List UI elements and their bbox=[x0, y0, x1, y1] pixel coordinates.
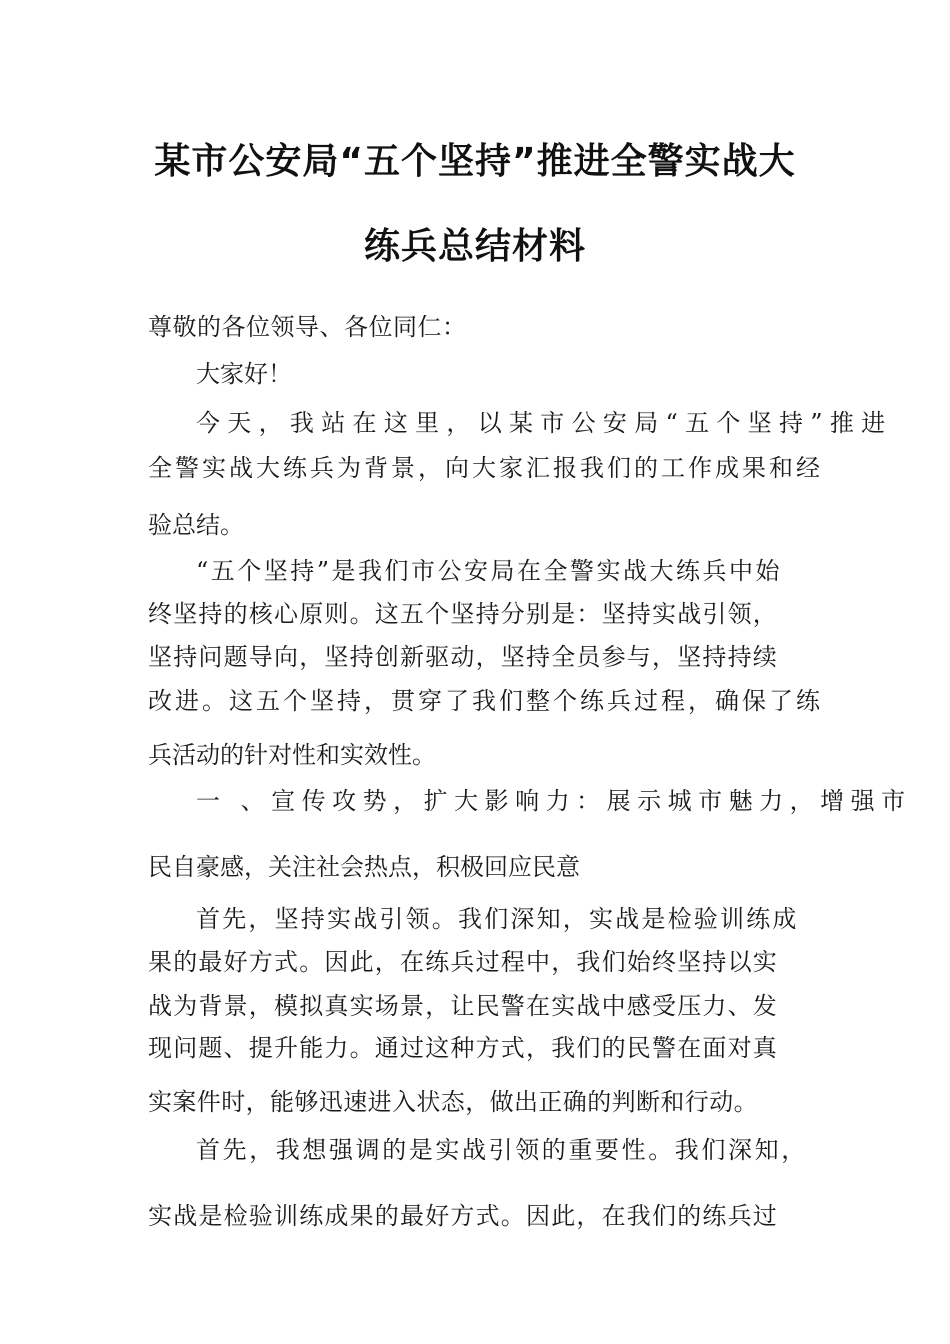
body-line: 全警实战大练兵为背景，向大家汇报我们的工作成果和经 bbox=[148, 454, 823, 482]
section-heading-line: 一 、宣传攻势，扩大影响力：展示城市魅力，增强市 bbox=[196, 787, 912, 815]
greeting: 大家好！ bbox=[196, 360, 292, 388]
body-line: 实战是检验训练成果的最好方式。因此，在我们的练兵过 bbox=[148, 1202, 778, 1230]
body-line: 今天，我站在这里，以某市公安局“五个坚持”推进 bbox=[196, 409, 893, 437]
body-line: 验总结。 bbox=[148, 511, 244, 539]
title-line-1: 某市公安局“五个坚持”推进全警实战大 bbox=[154, 141, 796, 182]
body-line: 实案件时，能够迅速进入状态，做出正确的判断和行动。 bbox=[148, 1088, 758, 1116]
title-line-2: 练兵总结材料 bbox=[363, 226, 586, 267]
body-line: 战为背景，模拟真实场景，让民警在实战中感受压力、发 bbox=[148, 992, 778, 1020]
body-line: 现问题、提升能力。通过这种方式，我们的民警在面对真 bbox=[148, 1034, 778, 1062]
body-line: 果的最好方式。因此，在练兵过程中，我们始终坚持以实 bbox=[148, 948, 778, 976]
body-line: 兵活动的针对性和实效性。 bbox=[148, 741, 436, 769]
body-line: 首先，坚持实战引领。我们深知，实战是检验训练成 bbox=[196, 905, 799, 933]
body-line: 坚持问题导向，坚持创新驱动，坚持全员参与，坚持持续 bbox=[148, 643, 778, 671]
body-line: 首先，我想强调的是实战引领的重要性。我们深知， bbox=[196, 1136, 808, 1164]
body-line: 改进。这五个坚持，贯穿了我们整个练兵过程，确保了练 bbox=[148, 687, 823, 715]
body-line: 终坚持的核心原则。这五个坚持分别是：坚持实战引领， bbox=[148, 600, 778, 628]
body-line: “五个坚持”是我们市公安局在全警实战大练兵中始 bbox=[196, 557, 783, 585]
section-heading-line: 民自豪感，关注社会热点，积极回应民意 bbox=[148, 853, 580, 881]
salutation: 尊敬的各位领导、各位同仁： bbox=[148, 313, 467, 341]
